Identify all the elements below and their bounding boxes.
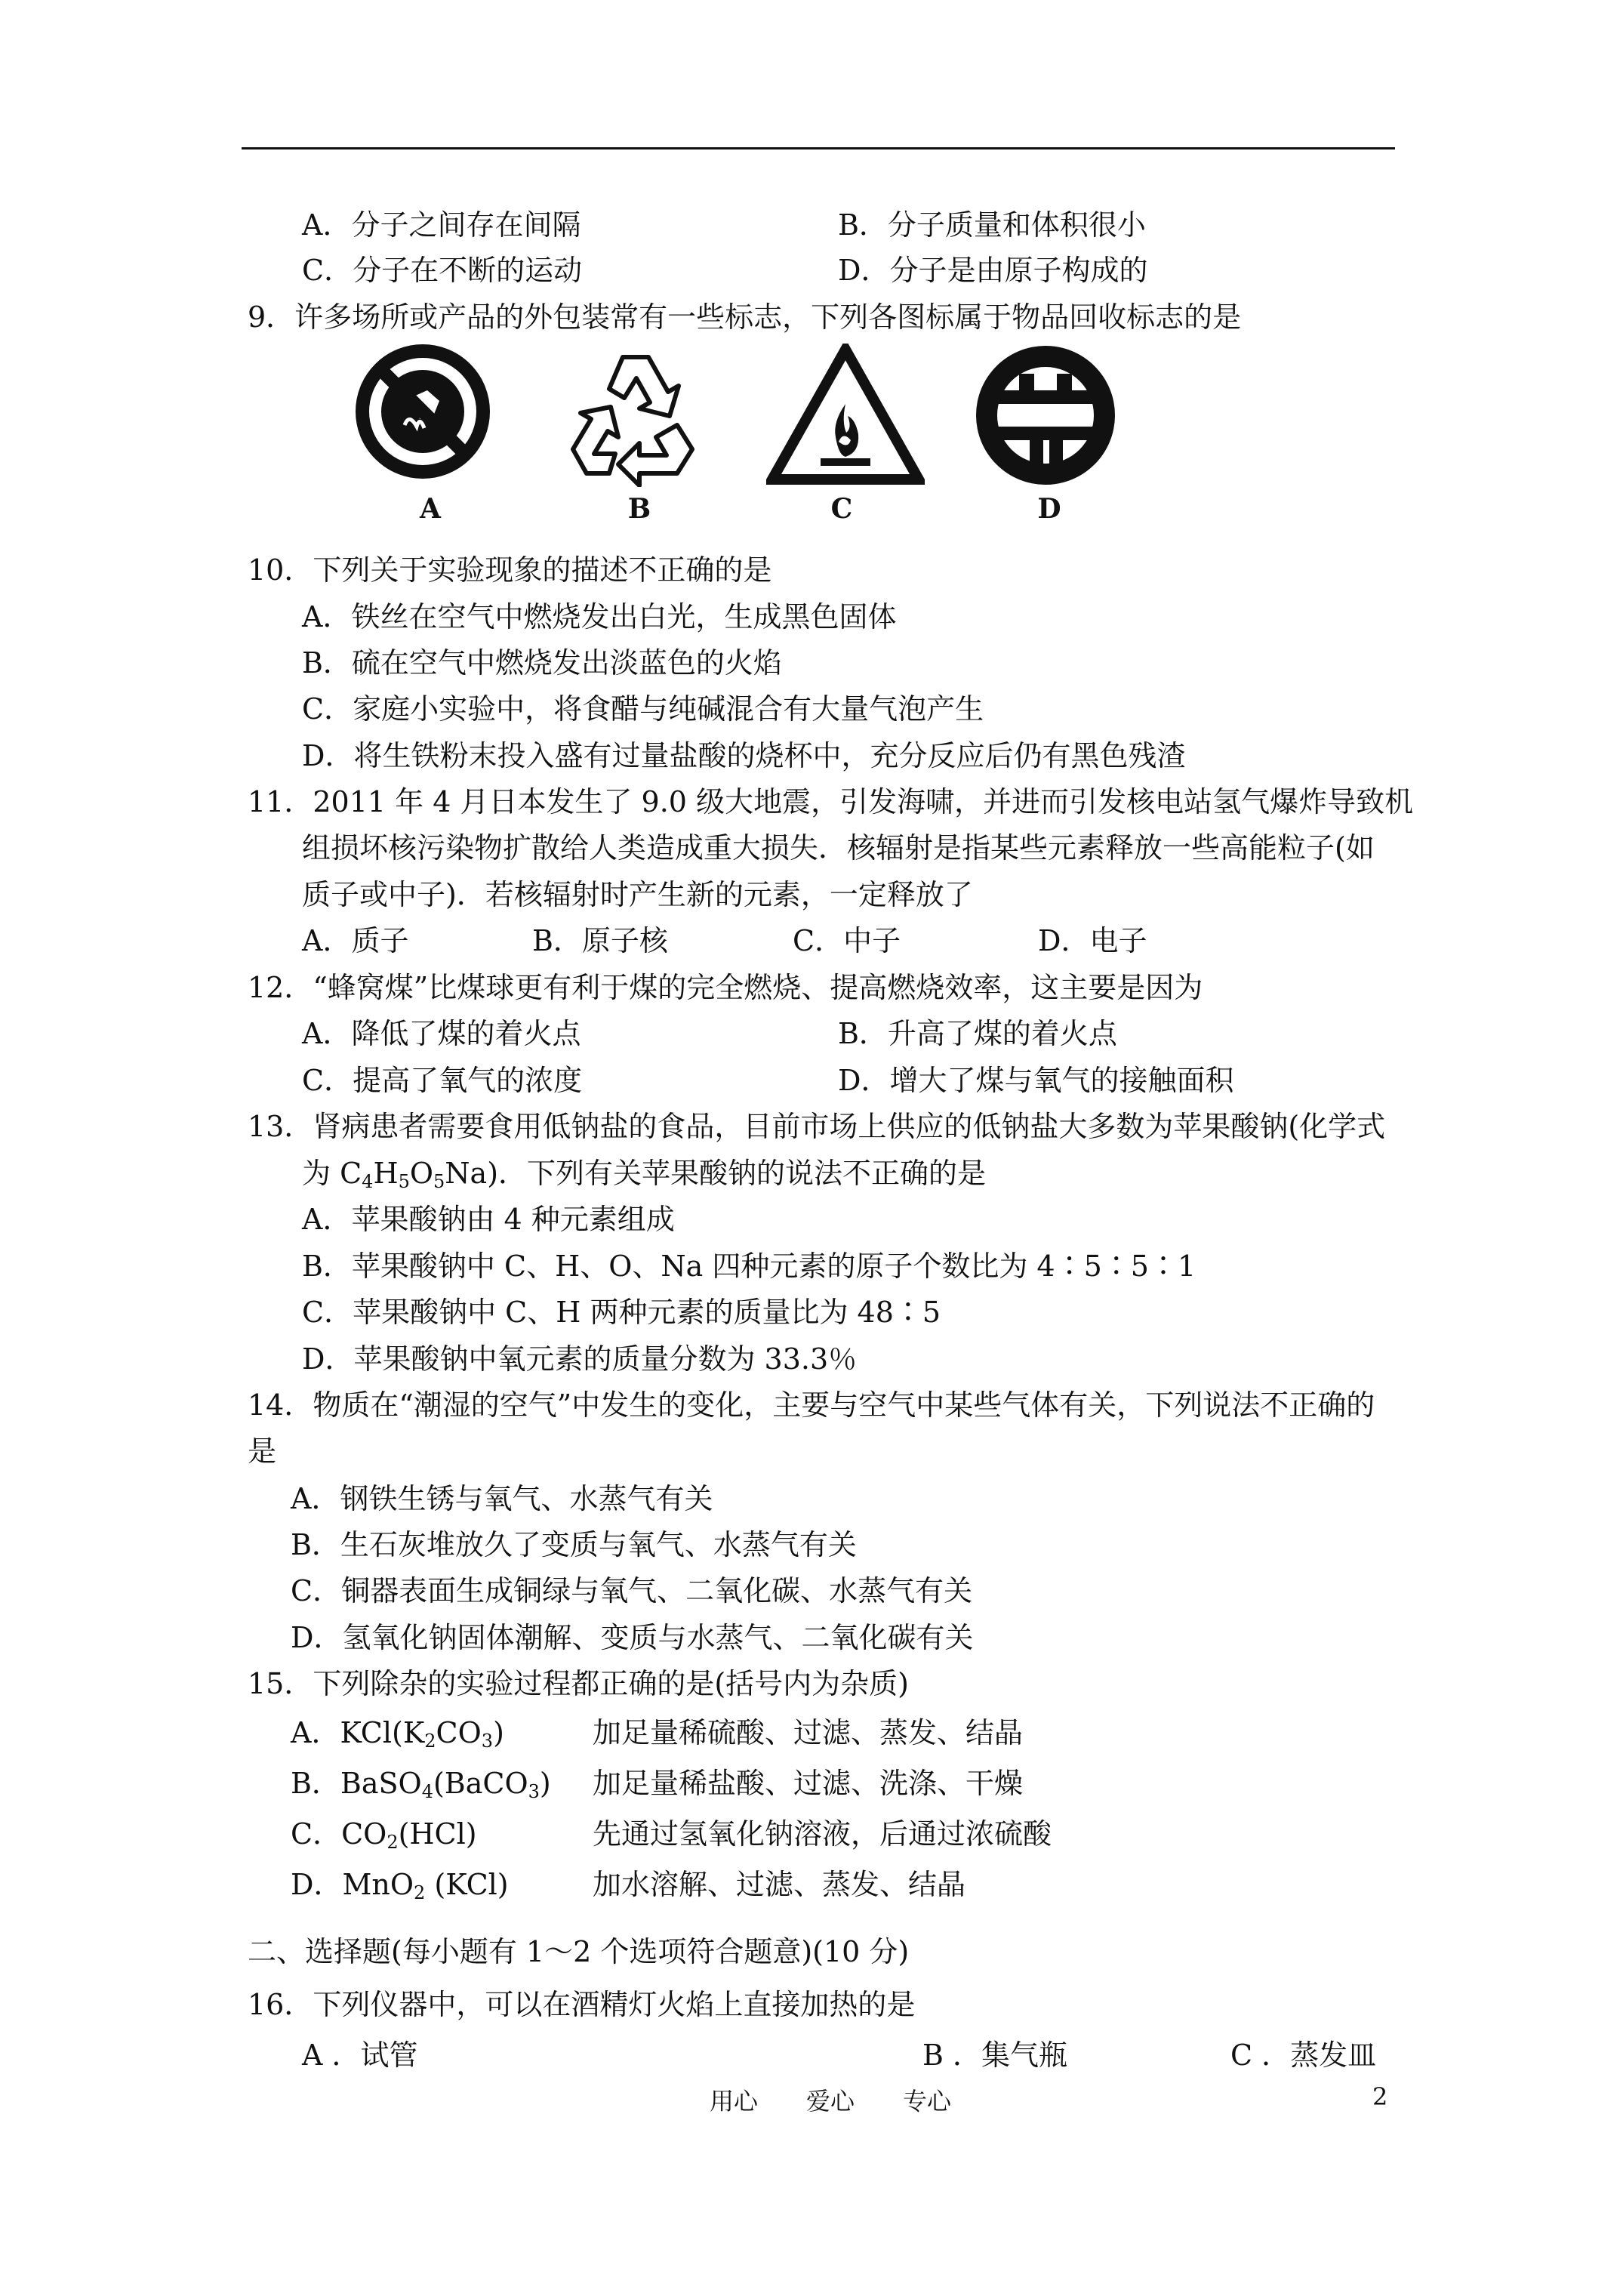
q13-option-b: B．苹果酸钠中 C、H、O、Na 四种元素的原子个数比为 4∶5∶5∶1 (302, 1250, 1196, 1283)
q15-method-b: 加足量稀盐酸、过滤、洗涤、干燥 (593, 1767, 1024, 1800)
q15-method-c: 先通过氢氧化钠溶液，后通过浓硫酸 (593, 1817, 1052, 1851)
q15-method-a: 加足量稀硫酸、过滤、蒸发、结晶 (593, 1716, 1024, 1749)
q15-text: A．KCl(K (291, 1716, 425, 1749)
header-rule (242, 147, 1395, 149)
q11-stem-line2: 组损坏核污染物扩散给人类造成重大损失．核辐射是指某些元素释放一些高能粒子(如 (302, 831, 1375, 864)
q13-text: Na)．下列有关苹果酸钠的说法不正确的是 (445, 1157, 987, 1190)
q15-text: C．CO (291, 1817, 387, 1851)
q10-option-b: B．硫在空气中燃烧发出淡蓝色的火焰 (302, 646, 782, 680)
q9-option-a (355, 344, 506, 540)
q15-method-d: 加水溶解、过滤、蒸发、结晶 (593, 1868, 966, 1901)
q10-option-c: C．家庭小实验中，将食醋与纯碱混合有大量气泡产生 (302, 692, 984, 726)
q14-option-d: D．氢氧化钠固体潮解、变质与水蒸气、二氧化碳有关 (291, 1621, 974, 1654)
q10-option-d: D．将生铁粉末投入盛有过量盐酸的烧杯中，充分反应后仍有黑色残渣 (302, 739, 1186, 772)
subscript: 5 (433, 1171, 445, 1192)
q15-option-d (291, 1866, 509, 1903)
q12-option-b: B．升高了煤的着火点 (838, 1017, 1117, 1050)
q15-text: ) (493, 1716, 504, 1749)
q15-text: (HCl) (398, 1817, 477, 1851)
q14-option-b: B．生石灰堆放久了变质与氧气、水蒸气有关 (291, 1528, 857, 1561)
q8-option-a: A．分子之间存在间隔 (302, 208, 581, 242)
q14-stem-line1: 14．物质在“潮湿的空气”中发生的变化，主要与空气中某些气体有关，下列说法不正确的 (248, 1388, 1375, 1422)
q12-option-d: D．增大了煤与氧气的接触面积 (838, 1064, 1234, 1097)
q13-stem-line1: 13．肾病患者需要食用低钠盐的食品，目前市场上供应的低钠盐大多数为苹果酸钠(化学式 (248, 1110, 1386, 1143)
q9-label-b: B (627, 493, 651, 525)
q15-text: (BaCO (433, 1767, 528, 1800)
recycle-icon (564, 344, 707, 487)
q10-stem: 10．下列关于实验现象的描述不正确的是 (248, 553, 772, 587)
q13-option-d: D．苹果酸钠中氧元素的质量分数为 33.3％ (302, 1342, 858, 1376)
q9-label-d: D (1037, 493, 1061, 525)
q9-option-d (974, 344, 1125, 540)
q14-option-a: A．钢铁生锈与氧气、水蒸气有关 (291, 1482, 713, 1515)
flammable-warning-icon (766, 344, 925, 487)
q16-option-c: C ．蒸发皿 (1230, 2039, 1377, 2072)
q9-option-b (564, 344, 715, 540)
q13-option-c: C．苹果酸钠中 C、H 两种元素的质量比为 48∶5 (302, 1296, 941, 1329)
no-fire-icon (355, 344, 491, 479)
q8-option-b: B．分子质量和体积很小 (838, 208, 1146, 242)
q9-label-a: A (420, 493, 441, 525)
section-2-heading: 二、选择题(每小题有 1～2 个选项符合题意)(10 分) (248, 1935, 910, 1968)
q11-option-d: D．电子 (1038, 924, 1147, 957)
q13-text: H (373, 1157, 399, 1190)
q15-stem: 15．下列除杂的实验过程都正确的是(括号内为杂质) (248, 1667, 910, 1700)
q11-stem-line1: 11．2011 年 4 月日本发生了 9.0 级大地震，引发海啸，并进而引发核电站氢气爆炸导致机 (248, 785, 1414, 818)
q8-option-d: D．分子是由原子构成的 (838, 254, 1148, 287)
q13-option-a: A．苹果酸钠由 4 种元素组成 (302, 1203, 675, 1236)
subscript: 3 (481, 1730, 494, 1752)
q15-text: ) (539, 1767, 551, 1800)
subscript: 2 (424, 1730, 436, 1752)
q15-text: CO (436, 1716, 482, 1749)
q15-option-a (291, 1714, 504, 1752)
q11-stem-line3: 质子或中子)．若核辐射时产生新的元素，一定释放了 (302, 878, 973, 911)
subscript: 5 (398, 1171, 410, 1192)
q9-stem: 9．许多场所或产品的外包装常有一些标志，下列各图标属于物品回收标志的是 (248, 300, 1242, 334)
q15-text: (KCl) (425, 1868, 509, 1901)
q15-text: D．MnO (291, 1868, 414, 1901)
footer-motto: 用心 爱心 专心 (710, 2087, 952, 2116)
q13-text: O (409, 1157, 434, 1190)
q14-stem-line2: 是 (248, 1435, 277, 1468)
q9-label-c: C (830, 493, 853, 525)
q11-option-a: A．质子 (302, 924, 409, 957)
q15-text: B．BaSO (291, 1767, 422, 1800)
subscript: 4 (362, 1171, 374, 1192)
q8-option-c: C．分子在不断的运动 (302, 254, 583, 287)
circle-emblem-icon (974, 344, 1117, 487)
page-number: 2 (1372, 2082, 1388, 2111)
q10-option-a: A．铁丝在空气中燃烧发出白光，生成黑色固体 (302, 600, 897, 633)
q12-stem: 12．“蜂窝煤”比煤球更有利于煤的完全燃烧、提高燃烧效率，这主要是因为 (248, 971, 1203, 1004)
q12-option-c: C．提高了氧气的浓度 (302, 1064, 583, 1097)
subscript: 4 (421, 1781, 433, 1802)
q9-icon-row (355, 344, 1140, 540)
q14-option-c: C．铜器表面生成铜绿与氧气、二氧化碳、水蒸气有关 (291, 1574, 973, 1607)
q16-stem: 16．下列仪器中，可以在酒精灯火焰上直接加热的是 (248, 1988, 916, 2021)
q15-option-c (291, 1815, 477, 1853)
subscript: 2 (387, 1832, 399, 1853)
q11-option-c: C．中子 (793, 924, 901, 957)
q13-stem-line2 (302, 1154, 986, 1192)
q12-option-a: A．降低了煤的着火点 (302, 1017, 581, 1050)
q16-option-b: B ．集气瓶 (922, 2039, 1068, 2072)
subscript: 3 (528, 1781, 540, 1802)
q16-option-a: A ．试管 (302, 2039, 418, 2072)
q11-option-b: B．原子核 (532, 924, 668, 957)
q9-option-c (766, 344, 917, 540)
subscript: 2 (414, 1882, 426, 1903)
q13-text: 为 C (302, 1157, 362, 1190)
q15-option-b (291, 1764, 551, 1802)
